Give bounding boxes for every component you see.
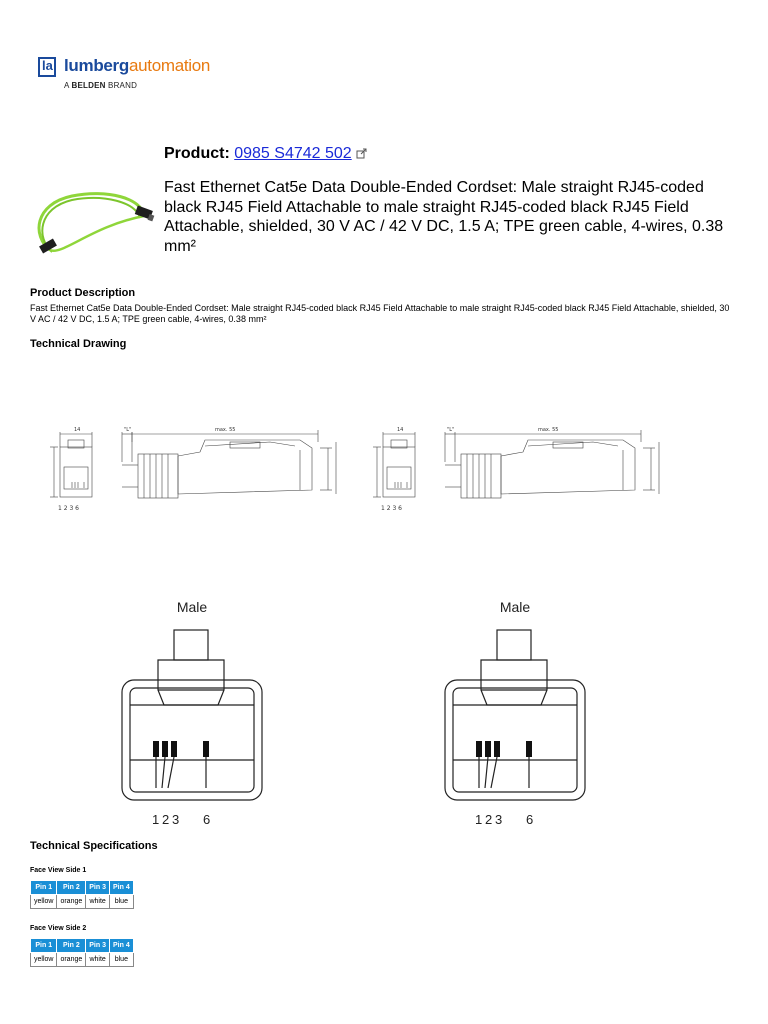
table-cell: yellow [31,953,57,967]
pin-label-6: 6 [526,812,534,827]
table-header: Pin 1 [31,939,57,953]
table-header: Pin 4 [109,881,133,895]
table-header: Pin 3 [86,881,110,895]
pin-label-1: 1 [475,812,483,827]
table-header-row [31,939,134,953]
pinout-left-title: Male [176,599,208,615]
table-header-row [31,881,134,895]
logo-wordmark [64,56,210,76]
specs-heading: Technical Specifications [30,840,158,852]
face-view-2-title: Face View Side 2 [30,925,87,932]
table-cell: blue [109,895,133,909]
logo-subtitle: A BELDEN BRAND [64,81,138,90]
description-text: Fast Ethernet Cat5e Data Double-Ended Cordset: Male straight RJ45-coded black RJ45 Field Attachable to male straight RJ45-coded black RJ45 Field Attachable, shielded, 30 V AC / 42 V DC, 1.5 A; TPE green cable, 4-wires, 0.38 mm² [30,303,730,324]
table-cell: yellow [31,895,57,909]
dim-14: 14 [397,427,404,433]
technical-drawing-left [50,412,350,517]
cable-image [32,186,157,261]
table-row [31,953,134,967]
table-header: Pin 2 [57,881,86,895]
dim-max: max. 55 [215,427,236,433]
pinout-right-title: Male [499,599,531,615]
pin-label-2: 2 [162,812,170,827]
face-view-1-table [30,880,134,909]
pin-label-2: 2 [485,812,493,827]
table-row [31,895,134,909]
pin-label-1: 1 [152,812,160,827]
product-label: Product: [164,145,230,162]
table-cell: white [86,953,110,967]
table-header: Pin 2 [57,939,86,953]
pinout-male-right [441,595,591,830]
dim-pin-labels: 1 2 3 6 [381,505,402,512]
logo-word-lumberg: lumberg [64,56,129,75]
logo-mark: la [38,57,56,77]
technical-drawing-right [373,412,673,517]
product-code-link[interactable]: 0985 S4742 502 [234,145,352,162]
logo-word-automation: automation [128,56,211,75]
drawing-heading: Technical Drawing [30,338,127,350]
table-cell: orange [57,953,86,967]
product-line [164,145,367,163]
pin-label-6: 6 [203,812,211,827]
external-link-icon[interactable] [356,148,367,159]
dim-14: 14 [74,427,81,433]
table-cell: orange [57,895,86,909]
table-cell: white [86,895,110,909]
pinout-male-left [118,595,268,830]
product-title: Fast Ethernet Cat5e Data Double-Ended Cordset: Male straight RJ45-coded black RJ45 Field Attachable to male straight RJ45-coded black RJ45 Field Attachable, shielded, 30 V AC / 42 V DC, 1.5 A; TPE green cable, 4-wires, 0.38 mm² [164,179,724,255]
table-cell: blue [109,953,133,967]
dim-l: "L" [124,427,132,433]
face-view-1-title: Face View Side 1 [30,867,87,874]
dim-pin-labels: 1 2 3 6 [58,505,79,512]
pin-label-3: 3 [495,812,503,827]
table-header: Pin 1 [31,881,57,895]
dim-l: "L" [447,427,455,433]
dim-max: max. 55 [538,427,559,433]
table-header: Pin 3 [86,939,110,953]
description-heading: Product Description [30,287,136,299]
face-view-2-table [30,938,134,967]
pin-label-3: 3 [172,812,180,827]
table-header: Pin 4 [109,939,133,953]
